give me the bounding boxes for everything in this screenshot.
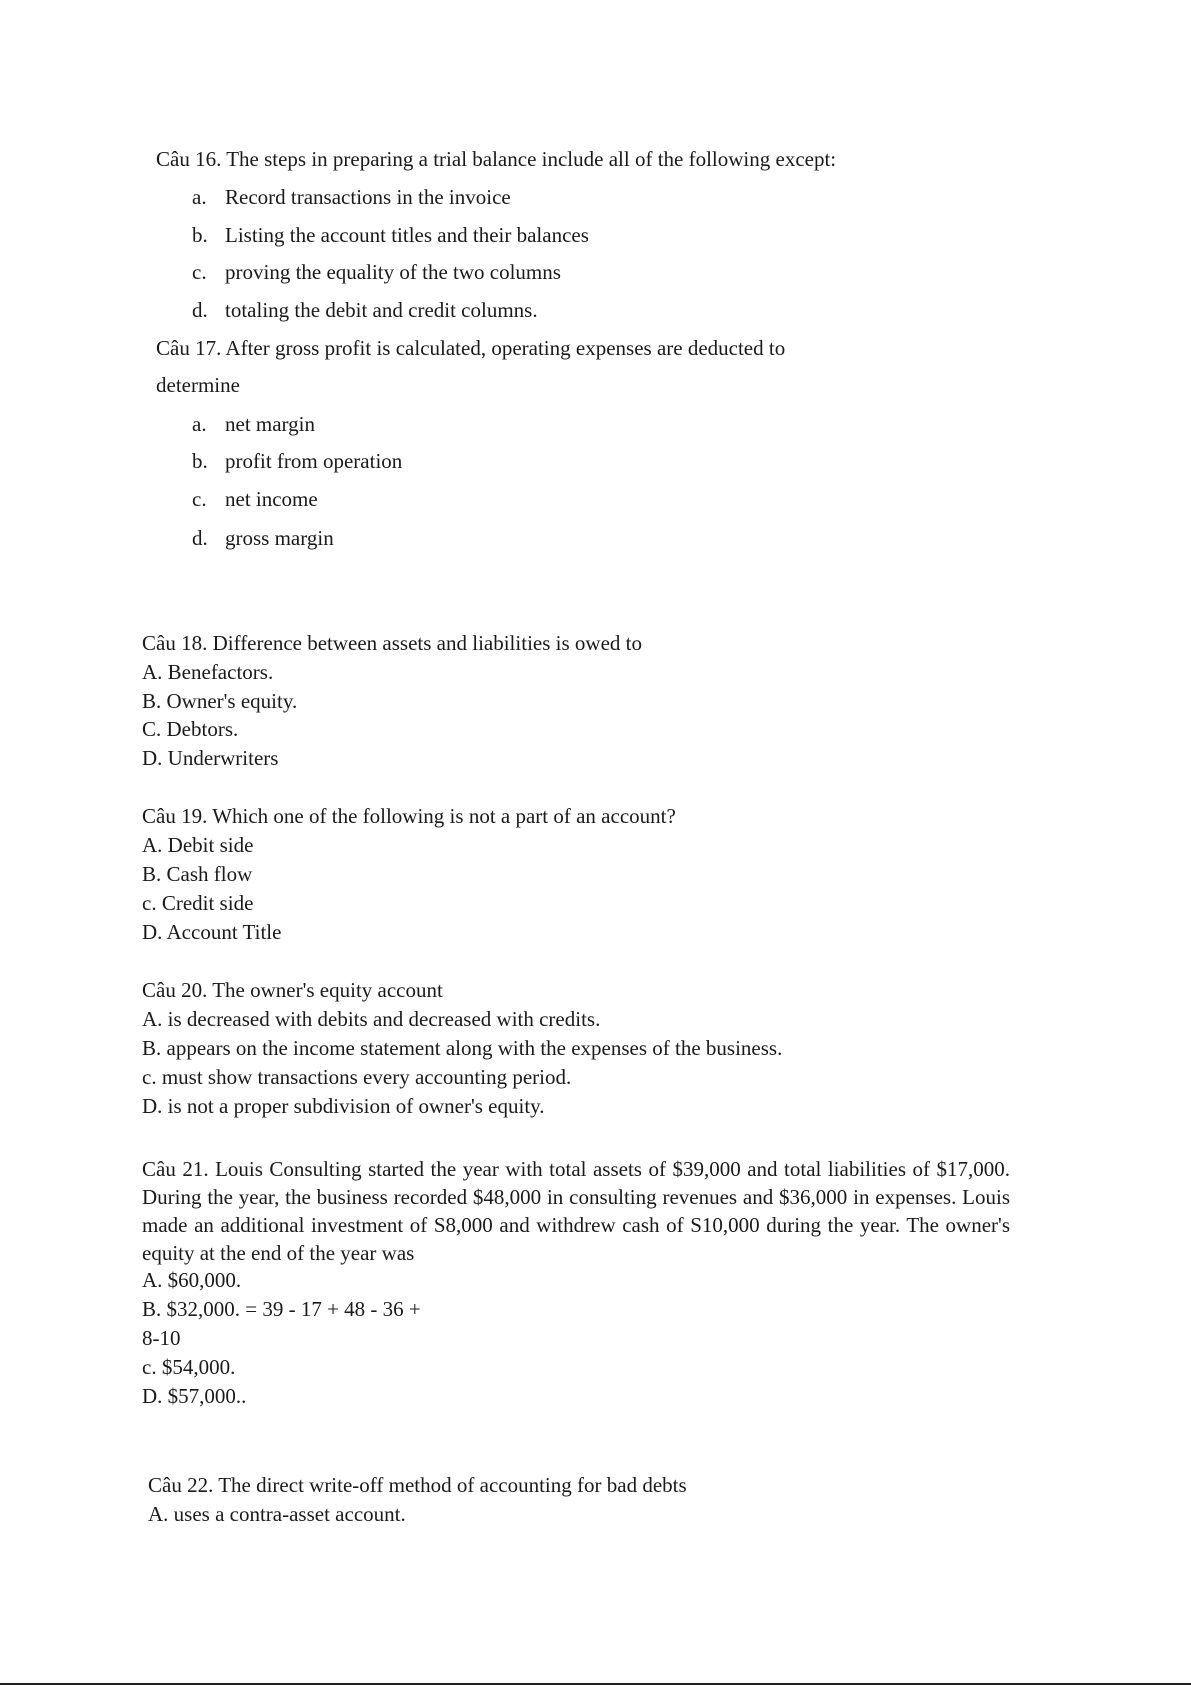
q21-option-c: c. $54,000. [142, 1355, 236, 1379]
q21-option-b: B. $32,000. = 39 - 17 + 48 - 36 + [142, 1297, 421, 1321]
q16-option-b: b. Listing the account titles and their balances [192, 223, 589, 247]
q18-question: Câu 18. Difference between assets and liabilities is owed to [142, 631, 642, 655]
q17-option-d: d. gross margin [192, 526, 334, 550]
q21-question: Câu 21. Louis Consulting started the year with total assets of $39,000 and total liabilities of $17,000. During the year, the business recorded $48,000 in consulting revenues and $36,000 in expenses. Louis made an additional investment of S8,000 and withdrew cash of S10,000 during the year. The owner's equity at the end of the year was [142, 1157, 1010, 1265]
q17-question-line2: determine [156, 373, 240, 397]
q17-option-a: a. net margin [192, 412, 316, 436]
q19-option-d: D. Account Title [142, 920, 282, 944]
q20-question: Câu 20. The owner's equity account [142, 978, 443, 1002]
q20-option-a: A. is decreased with debits and decreased with credits. [142, 1007, 601, 1031]
q19-question: Câu 19. Which one of the following is not a part of an account? [142, 804, 676, 828]
q17-option-c: c. net income [192, 487, 318, 511]
q20-option-d: D. is not a proper subdivision of owner's equity. [142, 1094, 545, 1118]
q16-option-c: c. proving the equality of the two columns [192, 260, 561, 284]
q17-question-line1: Câu 17. After gross profit is calculated, operating expenses are deducted to [156, 336, 786, 360]
q16-option-d: d. totaling the debit and credit columns. [192, 298, 538, 322]
q18-option-a: A. Benefactors. [142, 660, 274, 684]
q22-question: Câu 22. The direct write-off method of accounting for bad debts [148, 1473, 687, 1497]
q18-option-d: D. Underwriters [142, 746, 279, 770]
q19-option-a: A. Debit side [142, 833, 254, 857]
q19-option-c: c. Credit side [142, 891, 254, 915]
q18-option-c: C. Debtors. [142, 717, 239, 741]
q16-option-a: a. Record transactions in the invoice [192, 185, 511, 209]
q20-option-c: c. must show transactions every accounting period. [142, 1065, 572, 1089]
q17-option-b: b. profit from operation [192, 449, 403, 473]
q22-option-a: A. uses a contra-asset account. [148, 1502, 406, 1526]
q21-option-a: A. $60,000. [142, 1268, 242, 1292]
q19-option-b: B. Cash flow [142, 862, 253, 886]
q18-option-b: B. Owner's equity. [142, 689, 298, 713]
q21-option-d: D. $57,000.. [142, 1384, 247, 1408]
q16-question: Câu 16. The steps in preparing a trial balance include all of the following except: [156, 147, 837, 171]
q21-option-b-continued: 8-10 [142, 1326, 181, 1350]
q20-option-b: B. appears on the income statement along with the expenses of the business. [142, 1036, 783, 1060]
